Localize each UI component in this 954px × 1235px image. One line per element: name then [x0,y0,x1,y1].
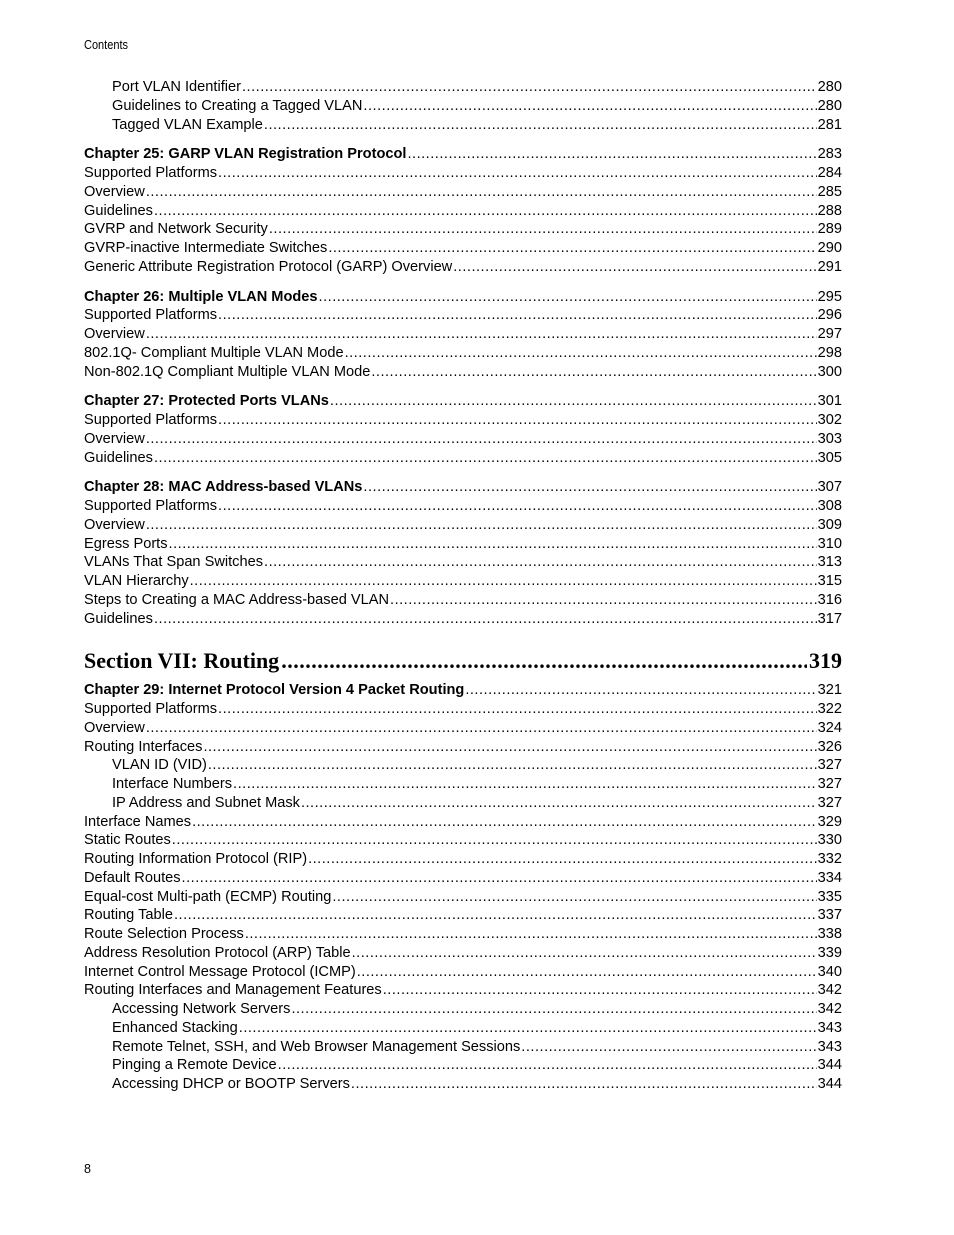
toc-entry-title: Routing Interfaces [84,738,203,755]
toc-entry[interactable] [84,430,842,449]
toc-entry-page: 308 [817,498,842,514]
toc-entry-page: 343 [817,1038,842,1055]
toc-entry-page: 324 [817,719,842,736]
toc-entry-title: 802.1Q- Compliant Multiple VLAN Mode [84,344,344,361]
toc-entry[interactable] [84,449,842,468]
toc-entry-page: 327 [817,757,842,774]
toc-entry[interactable] [84,220,842,239]
toc-entry[interactable] [84,700,842,719]
dot-leader [330,392,817,411]
toc-chapter-entry[interactable] [84,392,842,411]
toc-entry-title: Accessing DHCP or BOOTP Servers [112,1076,350,1092]
toc-block [84,681,842,1094]
running-header: Contents [84,38,129,52]
toc-entry-page: 344 [817,1076,842,1092]
dot-leader [351,1075,817,1094]
toc-entry[interactable] [84,981,842,1000]
dot-leader [407,145,816,164]
toc-entry-title: Overview [84,719,145,736]
dot-leader [453,258,816,277]
toc-entry-page: 316 [817,591,842,608]
toc-entry[interactable] [84,344,842,363]
dot-leader [239,1019,817,1038]
dot-leader [291,1000,816,1019]
toc-entry[interactable] [84,202,842,221]
toc-block [84,288,842,382]
toc-entry-page: 298 [817,344,842,361]
toc-entry-title: Guidelines [84,449,153,466]
toc-entry-title: Chapter 28: MAC Address-based VLANs [84,479,363,496]
dot-leader [174,906,817,925]
toc-entry-page: 301 [817,393,842,410]
dot-leader [146,516,817,535]
dot-leader [383,981,817,1000]
block-spacer [84,277,842,288]
toc-entry-page: 330 [817,832,842,849]
toc-entry-page: 317 [817,610,842,627]
toc-entry-page: 334 [817,869,842,886]
toc-entry-title: Overview [84,183,145,200]
dot-leader [218,497,817,516]
toc-entry-title: Supported Platforms [84,701,218,717]
dot-leader [203,738,816,757]
dot-leader [264,116,817,135]
toc-entry[interactable] [84,239,842,258]
toc-entry-title: Supported Platforms [84,498,218,514]
dot-leader [301,794,817,813]
dot-leader [363,478,816,497]
toc-entry-title: Enhanced Stacking [112,1019,238,1036]
toc-entry-page: 289 [817,221,842,238]
toc-entry-title: Interface Numbers [112,776,233,792]
toc-entry[interactable] [84,831,842,850]
toc-entry[interactable] [84,610,842,629]
dot-leader [352,944,817,963]
toc-entry-page: 284 [817,165,842,181]
toc-entry-page: 344 [817,1057,842,1074]
toc-entry-page: 280 [817,79,842,95]
toc-entry-title: Guidelines [84,610,153,627]
toc-entry-page: 338 [817,926,842,942]
dot-leader [390,591,817,610]
toc-entry-page: 302 [817,412,842,428]
toc-entry-title: Route Selection Process [84,926,244,942]
toc-entry-title: VLANs That Span Switches [84,554,264,571]
toc-entry[interactable] [84,591,842,610]
toc-entry[interactable] [84,411,842,430]
toc-entry[interactable] [84,516,842,535]
toc-entry-title: VLAN ID (VID) [112,757,207,774]
toc-entry[interactable] [84,1000,842,1019]
toc-entry-page: 303 [817,430,842,447]
dot-leader [233,775,817,794]
dot-leader [465,681,816,700]
toc-chapter-entry[interactable] [84,681,842,700]
toc-entry-page: 297 [817,326,842,342]
dot-leader [169,535,817,554]
dot-leader [278,1056,817,1075]
toc-entry-page: 281 [817,116,842,133]
toc-entry-title: Guidelines to Creating a Tagged VLAN [112,97,363,114]
toc-entry-title: Guidelines [84,202,153,219]
toc-block [84,145,842,276]
toc-entry[interactable] [84,78,842,97]
toc-section-title: Section VII: Routing [84,648,280,674]
toc-entry[interactable] [84,572,842,591]
toc-chapter-entry[interactable] [84,288,842,307]
toc-entry-title: VLAN Hierarchy [84,573,189,589]
block-spacer [84,134,842,145]
toc-entry[interactable] [84,850,842,869]
toc-entry-page: 283 [817,146,842,163]
toc-entry-page: 305 [817,449,842,466]
toc-entry-title: Chapter 27: Protected Ports VLANs [84,393,329,410]
toc-entry[interactable] [84,738,842,757]
toc-entry-title: Internet Control Message Protocol (ICMP) [84,963,356,980]
toc-entry-title: Supported Platforms [84,165,218,181]
toc-entry[interactable] [84,925,842,944]
dot-leader [218,411,817,430]
toc-entry-title: Routing Information Protocol (RIP) [84,851,308,867]
toc-chapter-entry[interactable] [84,478,842,497]
dot-leader [328,239,816,258]
dot-leader [154,449,817,468]
toc-entry[interactable] [84,116,842,135]
toc-entry[interactable] [84,183,842,202]
toc-entry-page: 285 [817,183,842,200]
dot-leader [281,646,807,676]
toc-entry-title: Routing Table [84,907,173,924]
toc-entry-page: 329 [817,813,842,830]
toc-entry[interactable] [84,756,842,775]
toc-entry-page: 313 [817,554,842,571]
toc-entry-title: Overview [84,516,145,533]
toc-block [84,478,842,628]
block-spacer [84,467,842,478]
dot-leader [190,572,817,591]
toc-entry-title: Routing Interfaces and Management Features [84,982,382,999]
toc-entry[interactable] [84,325,842,344]
toc-entry-title: Chapter 29: Internet Protocol Version 4 Packet Routing [84,682,465,699]
toc-entry-page: 343 [817,1019,842,1036]
toc-block [84,392,842,467]
toc-entry-page: 342 [817,1001,842,1017]
toc-entry-page: 327 [817,794,842,811]
toc-entry[interactable] [84,97,842,116]
toc-entry-page: 322 [817,701,842,717]
dot-leader [371,363,816,382]
dot-leader [218,164,817,183]
toc-entry-title: Non-802.1Q Compliant Multiple VLAN Mode [84,363,371,380]
toc-section-entry[interactable] [84,646,842,676]
toc-entry[interactable] [84,775,842,794]
toc-entry-title: Pinging a Remote Device [112,1057,277,1074]
toc-entry-page: 337 [817,907,842,924]
dot-leader [146,719,817,738]
toc-entry-page: 321 [817,682,842,699]
toc-entry[interactable] [84,963,842,982]
toc-entry-title: Interface Names [84,813,192,830]
toc-entry-title: Chapter 25: GARP VLAN Registration Protocol [84,146,407,163]
dot-leader [146,183,817,202]
toc-entry-page: 309 [817,516,842,533]
toc-chapter-entry[interactable] [84,145,842,164]
toc-entry[interactable] [84,535,842,554]
dot-leader [345,344,817,363]
dot-leader [218,700,817,719]
toc-entry[interactable] [84,906,842,925]
toc-entry-page: 335 [817,888,842,905]
toc-entry[interactable] [84,497,842,516]
toc-entry-title: Tagged VLAN Example [112,116,263,133]
toc-entry-title: Default Routes [84,869,181,886]
dot-leader [182,869,817,888]
toc-entry[interactable] [84,1056,842,1075]
dot-leader [319,288,817,307]
toc-entry[interactable] [84,1075,842,1094]
toc-entry-title: Egress Ports [84,535,168,552]
toc-block [84,78,842,134]
toc-entry-title: IP Address and Subnet Mask [112,794,300,811]
dot-leader [218,306,817,325]
toc-entry-page: 288 [817,202,842,219]
dot-leader [242,78,817,97]
toc-entry-page: 307 [817,479,842,496]
toc-entry-title: Overview [84,430,145,447]
dot-leader [154,610,817,629]
toc-section-page: 319 [809,648,842,674]
table-of-contents [84,78,842,1094]
toc-entry-title: Accessing Network Servers [112,1001,291,1017]
toc-entry[interactable] [84,888,842,907]
toc-entry-page: 291 [817,258,842,275]
toc-entry-title: GVRP and Network Security [84,221,268,238]
toc-entry-page: 340 [817,963,842,980]
toc-entry-title: Address Resolution Protocol (ARP) Table [84,944,351,961]
toc-entry-title: Remote Telnet, SSH, and Web Browser Management Sessions [112,1038,521,1055]
dot-leader [264,553,817,572]
toc-entry[interactable] [84,1019,842,1038]
toc-entry-page: 339 [817,944,842,961]
dot-leader [363,97,816,116]
toc-entry[interactable] [84,1038,842,1057]
dot-leader [521,1038,816,1057]
dot-leader [357,963,817,982]
toc-entry-page: 300 [817,363,842,380]
toc-entry-title: Generic Attribute Registration Protocol (GARP) Overview [84,258,453,275]
toc-entry[interactable] [84,794,842,813]
toc-entry-title: Overview [84,326,145,342]
toc-entry-page: 315 [817,573,842,589]
toc-entry-page: 295 [817,288,842,305]
toc-entry-page: 327 [817,776,842,792]
dot-leader [154,202,817,221]
toc-entry-title: Steps to Creating a MAC Address-based VLAN [84,591,390,608]
toc-entry[interactable] [84,258,842,277]
dot-leader [192,813,817,832]
toc-entry-title: GVRP-inactive Intermediate Switches [84,240,328,256]
dot-leader [332,888,816,907]
block-spacer [84,381,842,392]
toc-entry-title: Port VLAN Identifier [112,79,241,95]
toc-entry-page: 310 [817,535,842,552]
toc-entry-page: 296 [817,307,842,324]
toc-entry-page: 280 [817,97,842,114]
toc-entry[interactable] [84,363,842,382]
toc-entry-title: Chapter 26: Multiple VLAN Modes [84,288,318,305]
page-number: 8 [84,1162,91,1176]
toc-entry-page: 332 [817,851,842,867]
dot-leader [245,925,817,944]
toc-entry[interactable] [84,944,842,963]
dot-leader [308,850,817,869]
toc-entry[interactable] [84,869,842,888]
toc-entry-page: 290 [817,240,842,256]
dot-leader [269,220,817,239]
toc-entry[interactable] [84,553,842,572]
toc-entry-title: Static Routes [84,832,171,849]
toc-entry-page: 342 [817,982,842,999]
toc-entry-title: Equal-cost Multi-path (ECMP) Routing [84,888,332,905]
toc-entry[interactable] [84,164,842,183]
toc-entry-title: Supported Platforms [84,412,218,428]
toc-entry[interactable] [84,719,842,738]
toc-entry-page: 326 [817,738,842,755]
dot-leader [172,831,817,850]
dot-leader [208,756,817,775]
dot-leader [146,430,817,449]
toc-entry-title: Supported Platforms [84,307,218,324]
toc-entry[interactable] [84,813,842,832]
dot-leader [146,325,817,344]
toc-entry[interactable] [84,306,842,325]
